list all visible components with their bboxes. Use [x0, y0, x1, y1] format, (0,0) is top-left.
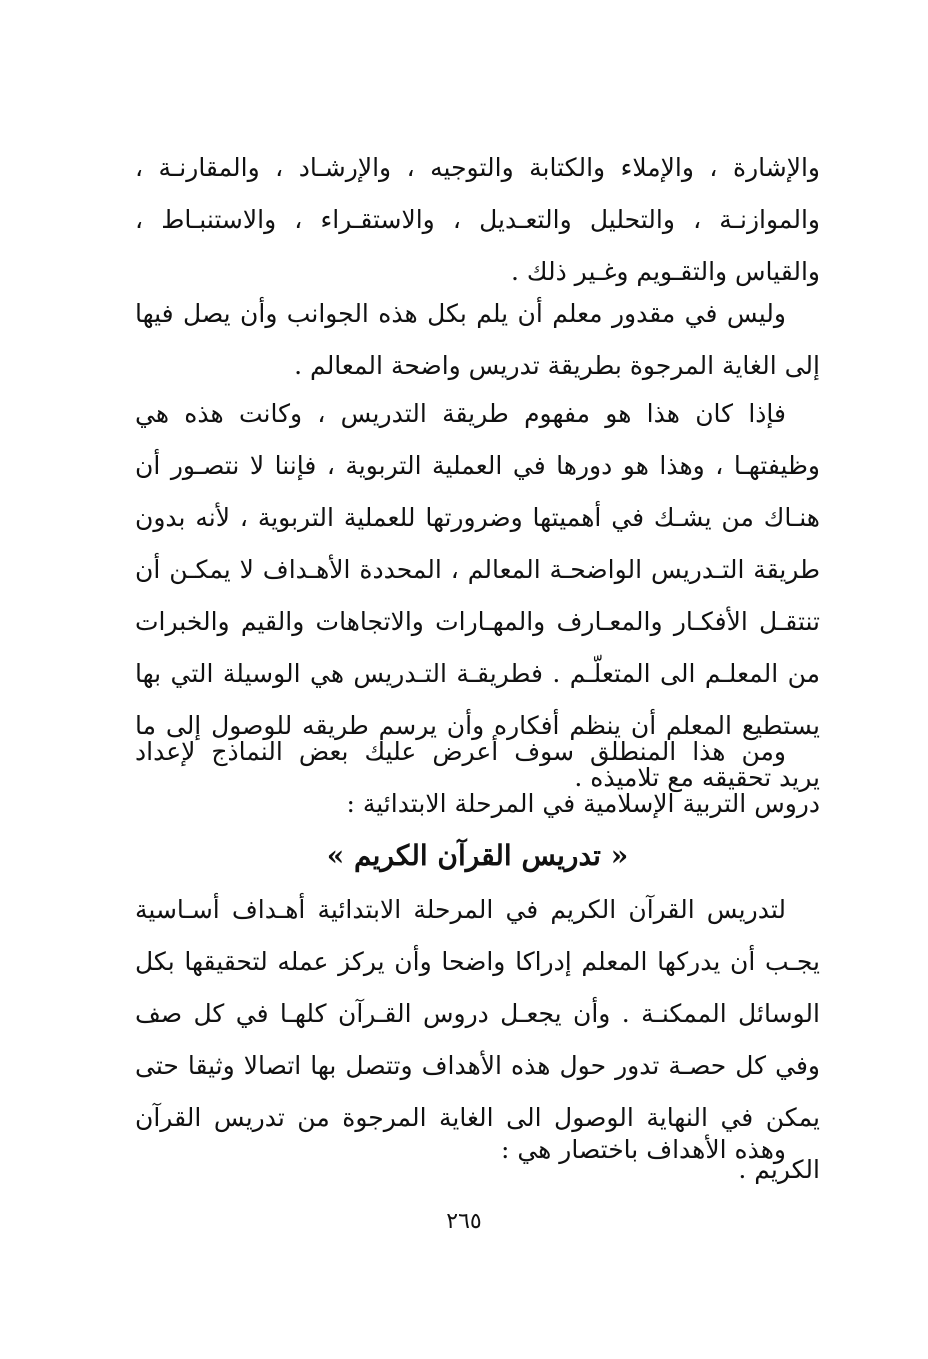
section-heading: « تدريس القرآن الكريم »: [326, 839, 629, 872]
paragraph-methods-list: [135, 142, 820, 298]
paragraph-text: وهذه الأهداف باختصار هي :: [500, 1135, 786, 1164]
paragraph-goals-lead-in: [135, 1124, 820, 1176]
paragraph-text: فإذا كان هذا هو مفهوم طريقة التدريس ، وكانت هذه هي وظيفتهـا ، وهذا هو دورها في العملية التربوية ، فإننا لا نتصـور أن هنـاك من يشـك في أهميتها وضرورتها للعملية التربوية ، لأنه بدون طريقة التـدريس الواضحـة المعالم ، المحددة الأهـداف لا يمكـن أن تنتقـل الأفكـار والمعـارف والمهـارات والاتجاهات والقيم والخبرات من المعلـم الى المتعلّـم . فطريقـة التـدريس هي الوسيلة التي بها يستطيع المعلم أن ينظم أفكاره وأن يرسم طريقه للوصول إلى ما يريد تحقيقه مع تلاميذه .: [135, 399, 820, 792]
paragraph-text: لتدريس القرآن الكريم في المرحلة الابتدائية أهـداف أسـاسية يجـب أن يدركها المعلم إدراكا واضحا وأن يركز عمله لتحقيقها بكل الوسائل الممكنـة . وأن يجعـل دروس القـرآن كلهـا في كل صف وفي كل حصـة تدور حول هذه الأهداف وتتصل بها اتصالا وثيقا حتى يمكن في النهاية الوصول الى الغاية المرجوة من تدريس القرآن الكريم .: [135, 895, 820, 1184]
paragraph-text: ومن هذا المنطلق سوف أعرض عليك بعض النماذج لإعداد دروس التربية الإسلامية في المرحلة الابتدائية :: [135, 737, 820, 818]
paragraph-text: والإشارة ، والإملاء والكتابة والتوجيه ، والإرشـاد ، والمقارنـة ، والموازنـة ، والتحليل والتعـديل ، والاستقـراء ، والاستنبـاط ، والقياس والتقـويم وغـير ذلك .: [135, 153, 820, 286]
paragraph-text: وليس في مقدور معلم أن يلم بكل هذه الجوانب وأن يصل فيها إلى الغاية المرجوة بطريقة تدريس واضحة المعالم .: [135, 299, 820, 380]
paragraph-lesson-models-intro: [135, 726, 820, 830]
paragraph-teacher-ability: [135, 288, 820, 392]
page-number: ٢٦٥: [446, 1209, 482, 1234]
